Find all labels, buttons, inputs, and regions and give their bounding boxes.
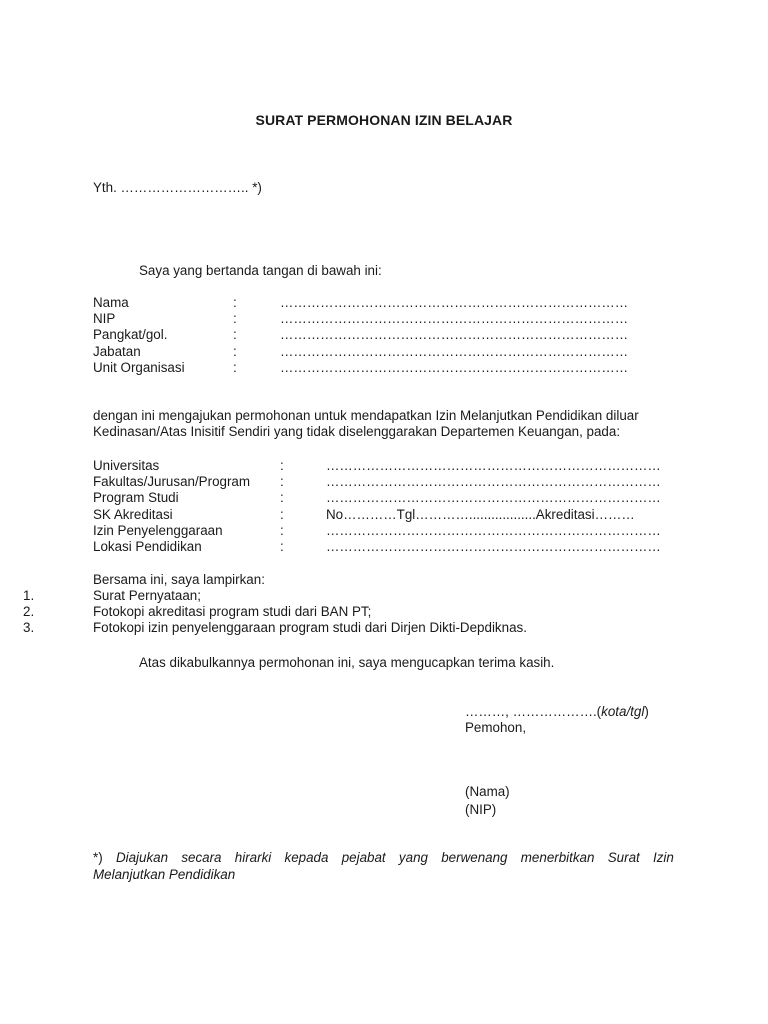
- field-colon: :: [280, 458, 284, 473]
- request-paragraph: [93, 408, 673, 440]
- field-value-placeholder: ……………………………………………………………………: [280, 359, 629, 375]
- field-colon: :: [233, 311, 237, 327]
- field-label: Program Studi: [93, 490, 179, 506]
- footnote: [93, 850, 674, 883]
- field-colon: :: [280, 538, 284, 554]
- field-label: SK Akreditasi: [93, 506, 173, 522]
- field-label: Jabatan: [93, 343, 141, 359]
- footnote-word: berwenang: [441, 850, 508, 865]
- field-value-placeholder: …………………………………………………………………: [326, 458, 661, 473]
- footnote-word: hirarki: [234, 850, 272, 865]
- addressee-line: Yth. ……………………….. *): [93, 180, 262, 195]
- footnote-word: Diajukan: [115, 850, 169, 865]
- field-value-placeholder: ……………………………………………………………………: [280, 343, 629, 359]
- field-value-placeholder: …………………………………………………………………: [326, 538, 661, 554]
- study-row: [93, 507, 661, 523]
- attachment-number: 1.: [23, 588, 35, 603]
- closing-sentence: Atas dikabulkannya permohonan ini, saya mengucapkan terima kasih.: [139, 655, 555, 670]
- attachment-text: Fotokopi izin penyelenggaraan program studi dari Dirjen Dikti-Depdiknas.: [93, 620, 527, 636]
- field-colon: :: [233, 327, 237, 343]
- field-label: Pangkat/gol.: [93, 327, 168, 343]
- document-title: SURAT PERMOHONAN IZIN BELAJAR: [255, 112, 513, 128]
- footnote-word: menerbitkan: [520, 850, 595, 865]
- identity-row: [93, 311, 628, 327]
- field-colon: :: [280, 522, 284, 538]
- study-row: [93, 474, 661, 490]
- field-value-placeholder: …………………………………………………………………: [326, 474, 661, 490]
- field-value-placeholder: ……………………………………………………………………: [280, 311, 629, 327]
- study-row: [93, 490, 661, 506]
- footnote-word: Izin: [653, 850, 674, 865]
- study-row: [93, 458, 661, 474]
- field-label: Unit Organisasi: [93, 359, 185, 375]
- field-value-placeholder: ……………………………………………………………………: [280, 327, 629, 343]
- field-value-placeholder: …………………………………………………………………: [326, 522, 661, 538]
- signature-name: (Nama): [465, 784, 510, 799]
- identity-fields: [93, 295, 628, 376]
- footnote-line: Melanjutkan Pendidikan: [93, 866, 236, 882]
- field-value-placeholder: No…………Tgl…………..................Akreditasi………: [326, 506, 635, 522]
- request-paragraph-line: Kedinasan/Atas Inisitif Sendiri yang tidak diselenggarakan Departemen Keuangan, pada:: [93, 424, 621, 440]
- request-paragraph-line: dengan ini mengajukan permohonan untuk mendapatkan Izin Melanjutkan Pendidikan diluar: [93, 408, 639, 423]
- field-label: NIP: [93, 311, 116, 327]
- footnote-line: [93, 850, 674, 867]
- date-close: ): [644, 704, 649, 719]
- attachment-text: Surat Pernyataan;: [93, 588, 201, 603]
- field-value-placeholder: ……………………………………………………………………: [280, 295, 629, 310]
- field-colon: :: [280, 490, 284, 506]
- attachment-number: 2.: [23, 604, 35, 620]
- identity-row: [93, 295, 628, 311]
- identity-row: [93, 327, 628, 343]
- field-colon: :: [280, 506, 284, 522]
- field-colon: :: [233, 295, 237, 310]
- field-label: Lokasi Pendidikan: [93, 538, 202, 554]
- date-placeholder: ………, ……………….(: [465, 704, 602, 719]
- footnote-mark: *): [93, 850, 103, 865]
- footnote-word: Surat: [607, 850, 640, 865]
- attachment-text: Fotokopi akreditasi program studi dari BAN PT;: [93, 604, 372, 620]
- signature-role: Pemohon,: [465, 720, 527, 735]
- signature-place-date: [465, 704, 649, 720]
- footnote-word: yang: [398, 850, 428, 865]
- field-colon: :: [233, 343, 237, 359]
- field-label: Fakultas/Jurusan/Program: [93, 474, 251, 490]
- footnote-word: pejabat: [341, 850, 386, 865]
- attachments-heading: Bersama ini, saya lampirkan:: [93, 572, 265, 587]
- study-row: [93, 539, 661, 555]
- footnote-word: kepada: [284, 850, 329, 865]
- field-value-placeholder: …………………………………………………………………: [326, 490, 661, 506]
- signature-nip: (NIP): [465, 802, 497, 817]
- identity-row: [93, 344, 628, 360]
- field-colon: :: [280, 474, 284, 490]
- field-label: Nama: [93, 295, 129, 310]
- identity-row: [93, 360, 628, 376]
- attachment-number: 3.: [23, 620, 35, 636]
- field-colon: :: [233, 359, 237, 375]
- field-label: Izin Penyelenggaraan: [93, 522, 223, 538]
- date-hint: kota/tgl: [601, 704, 645, 719]
- study-fields: [93, 458, 661, 555]
- footnote-word: secara: [181, 850, 222, 865]
- study-row: [93, 523, 661, 539]
- field-label: Universitas: [93, 458, 160, 473]
- intro-sentence: Saya yang bertanda tangan di bawah ini:: [139, 263, 382, 278]
